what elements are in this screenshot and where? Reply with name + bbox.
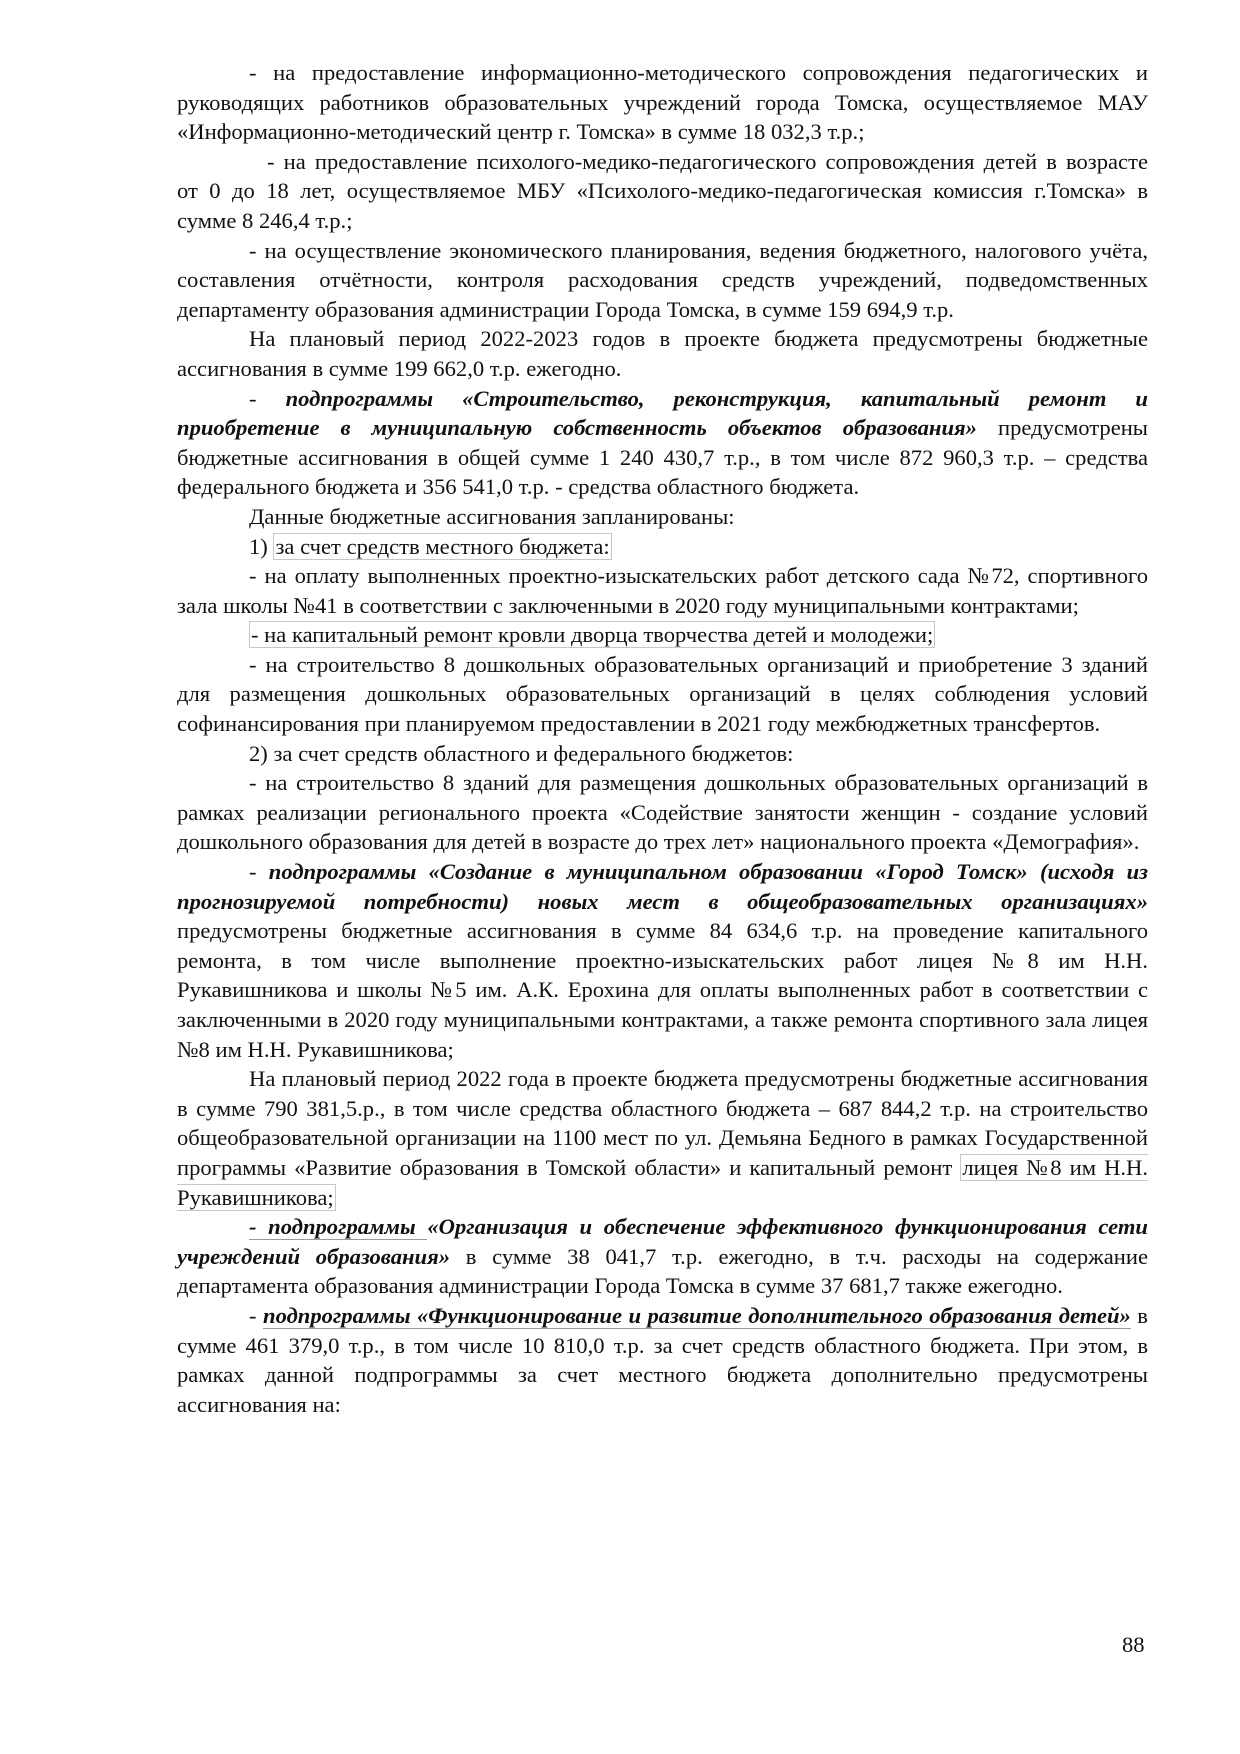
text-run: - на строительство 8 дошкольных образовательных организаций и приобретение 3 зданий для размещения дошкольных образовательных организаций в целях соблюдения условий софинансирования при планируемом предоставлении в 2021 году межбюджетных трансфертов. [177,651,1148,737]
text-run: - на оплату выполненных проектно-изыскательских работ детского сада №72, спортивного зала школы №41 в соответствии с заключенными в 2020 году муниципальными контрактами; [177,563,1148,618]
text-run: за счет средств местного бюджета: [275,533,610,559]
paragraph-p1 [177,58,1148,147]
paragraph-p16 [177,1301,1148,1419]
paragraph-p8 [177,561,1148,620]
text-run: в сумме 461 379,0 т.р., в том числе 10 810,0 т.р. за счет средств областного бюджета. При этом, в рамках данной подпрограммы за счет местного бюджета дополнительно предусмотрены ассигнования на: [177,1302,1148,1417]
paragraph-p4 [177,324,1148,383]
subprogram-title: подпрограммы «Функционирование и развитие дополнительного образования детей» [263,1302,1131,1328]
text-run: - [249,1302,263,1328]
text-run: в сумме 38 041,7 т.р. ежегодно, в т.ч. расходы на содержание департамента образования администрации Города Томска в сумме 37 681,7 также ежегодно. [177,1243,1148,1299]
text-run: Данные бюджетные ассигнования запланированы: [249,503,735,529]
text-run: 2) за счет средств областного и федерального бюджетов: [249,740,794,766]
paragraph-p11 [177,739,1148,769]
text-run: - на строительство 8 зданий для размещения дошкольных образовательных организаций в рамках реализации регионального проекта «Содействие занятости женщин - создание условий дошкольного образования для детей в возрасте до трех лет» национального проекта «Демография». [177,770,1148,855]
subprogram-title: подпрограммы «Создание в муниципальном образовании «Город Томск» (исходя из прогнозируемой потребности) новых мест в общеобразовательных организациях» [177,859,1148,914]
subprogram-title: подпрограммы «Строительство, реконструкция, капитальный ремонт и приобретение в муниципальную собственность объектов образования» [177,385,1148,441]
paragraph-p2 [177,147,1148,236]
paragraph-p12 [177,768,1148,857]
document-body [177,58,1148,1419]
text-run: предусмотрены бюджетные ассигнования в сумме 84 634,6 т.р. на проведение капитального ремонта, в том числе выполнение проектно-изыскательских работ лицея №8 им Н.Н. Рукавишникова и школы №5 им. А.К. Ерохина для оплаты выполненных работ в соответствии с заключенными в 2020 году муниципальными контрактами, а также ремонта спортивного зала лицея №8 им Н.Н. Рукавишникова; [177,918,1148,1062]
text-run: - [249,859,269,885]
text-run: - на предоставление информационно-методического сопровождения педагогических и руководящих работников образовательных учреждений города Томска, осуществляемое МАУ «Информационно-методический центр г. Томска» в сумме 18 032,3 т.р.; [177,60,1148,145]
text-run: - на осуществление экономического планирования, ведения бюджетного, налогового учёта, составления отчётности, контроля расходования средств учреждений, подведомственных департаменту образования администрации Города Томска, в сумме 159 694,9 т.р. [177,237,1148,322]
paragraph-p13 [177,857,1148,1064]
text-run: лицея №8 им Н.Н. Рукавишникова; [177,1154,1149,1210]
paragraph-p14 [177,1064,1148,1212]
text-run: На плановый период 2022 года в проекте бюджета предусмотрены бюджетные ассигнования в сумме 790 381,5.р., в том числе средства областного бюджета – 687 844,2 т.р. на строительство общеобразовательной организации на 1100 мест по ул. Демьяна Бедного в рамках Государственной программы «Развитие образования в Томской области» и капитальный ремонт [177,1066,1148,1180]
text-run: предусмотрены бюджетные ассигнования в общей сумме 1 240 430,7 т.р., в том числе 872 960,3 т.р. – средства федерального бюджета и 356 541,0 т.р. - средства областного бюджета. [177,415,1148,500]
paragraph-p10 [177,650,1148,739]
text-run: На плановый период 2022-2023 годов в проекте бюджета предусмотрены бюджетные ассигнования в сумме 199 662,0 т.р. ежегодно. [177,326,1148,381]
paragraph-p6 [177,502,1148,532]
paragraph-p7 [177,532,1148,562]
text-run: - на предоставление психолого-медико-педагогического сопровождения детей в возрасте от 0 до 18 лет, осуществляемое МБУ «Психолого-медико-педагогическая комиссия г.Томска» в сумме 8 246,4 т.р.; [177,148,1148,233]
subprogram-title: «Организация и обеспечение эффективного функционирования сети учреждений образования» [177,1214,1148,1269]
paragraph-p3 [177,236,1148,325]
subprogram-title: - подпрограммы [249,1214,428,1240]
text-run: - на капитальный ремонт кровли дворца творчества детей и молодежи; [251,622,934,648]
paragraph-p9 [177,620,1148,650]
paragraph-p5 [177,384,1148,502]
page-number: 88 [1122,1632,1145,1657]
paragraph-p15 [177,1212,1148,1301]
text-run: - [249,385,286,411]
text-run: 1) [249,533,274,559]
